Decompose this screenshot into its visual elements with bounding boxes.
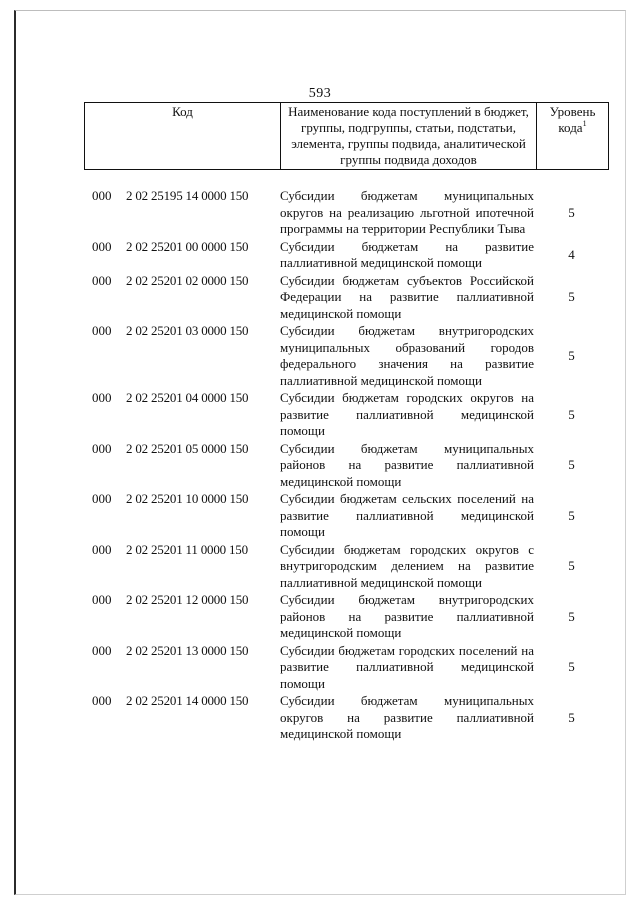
row-name: Субсидии бюджетам внутригородских муниципальных образований городов федерального значения на развитие паллиативной медицинской помощи [280,323,534,388]
row-code: 2 02 25201 04 0000 150 [126,390,249,405]
row-name: Субсидии бюджетам на развитие паллиативной медицинской помощи [280,238,534,270]
row-level: 5 [568,406,575,422]
table-row [84,693,609,743]
row-level: 5 [568,507,575,523]
table-row [84,323,609,389]
row-level: 5 [568,558,575,573]
table-body [84,188,609,744]
row-code: 2 02 25201 10 0000 150 [126,491,249,506]
table-row [84,491,609,541]
row-code: 2 02 25201 14 0000 150 [126,693,249,708]
row-code: 2 02 25201 13 0000 150 [126,642,249,658]
row-name: Субсидии бюджетам муниципальных округов на реализацию льготной ипотечной программы на территории Республики Тыва [280,188,534,236]
table-row [84,643,609,693]
header-name: Наименование кода поступлений в бюджет, группы, подгруппы, статьи, подстатьи, элемента, группы подвида, аналитической группы подвида доходов [281,103,537,169]
header-code: Код [85,103,281,169]
table-row [84,542,609,592]
row-prefix: 000 [92,642,112,658]
header-level-footnote: 1 [582,119,587,128]
row-code: 2 02 25201 12 0000 150 [126,592,249,607]
row-name: Субсидии бюджетам субъектов Российской Федерации на развитие паллиативной медицинской помощи [280,272,534,321]
row-name: Субсидии бюджетам сельских поселений на развитие паллиативной медицинской помощи [280,491,534,539]
row-code: 2 02 25201 02 0000 150 [126,272,249,288]
row-level: 5 [568,709,575,725]
row-prefix: 000 [92,390,112,405]
row-code: 2 02 25201 05 0000 150 [126,440,249,456]
row-name: Субсидии бюджетам муниципальных округов на развитие паллиативной медицинской помощи [280,693,534,741]
row-code: 2 02 25195 14 0000 150 [126,188,249,203]
row-prefix: 000 [92,272,112,288]
row-prefix: 000 [92,693,112,708]
page-number: 593 [308,86,332,101]
header-level-label: Уровень кода [549,104,596,135]
table-row [84,592,609,642]
header-level [537,103,608,169]
table-row [84,441,609,491]
row-prefix: 000 [92,491,112,506]
row-name: Субсидии бюджетам внутригородских районов на развитие паллиативной медицинской помощи [280,592,534,640]
row-prefix: 000 [92,188,112,203]
row-level: 5 [568,608,575,624]
table-row [84,390,609,440]
row-level: 5 [568,659,575,674]
row-prefix: 000 [92,323,112,338]
row-name: Субсидии бюджетам муниципальных районов на развитие паллиативной медицинской помощи [280,440,534,489]
row-code: 2 02 25201 00 0000 150 [126,238,249,254]
row-name: Субсидии бюджетам городских поселений на развитие паллиативной медицинской помощи [280,642,534,691]
row-code: 2 02 25201 03 0000 150 [126,323,249,338]
row-prefix: 000 [92,238,112,254]
row-prefix: 000 [92,541,112,557]
row-name: Субсидии бюджетам городских округов на развитие паллиативной медицинской помощи [280,390,534,438]
table-row [84,188,609,238]
row-level: 5 [568,457,575,472]
row-code: 2 02 25201 11 0000 150 [126,541,248,557]
row-name: Субсидии бюджетам городских округов с внутригородским делением на развитие паллиативной медицинской помощи [280,541,534,590]
row-prefix: 000 [92,592,112,607]
table-header [84,102,609,170]
row-level: 5 [568,289,575,304]
row-prefix: 000 [92,440,112,456]
table-row [84,273,609,323]
row-level: 4 [568,246,575,262]
table-row [84,239,609,272]
row-level: 5 [568,204,575,220]
row-level: 5 [568,347,575,363]
